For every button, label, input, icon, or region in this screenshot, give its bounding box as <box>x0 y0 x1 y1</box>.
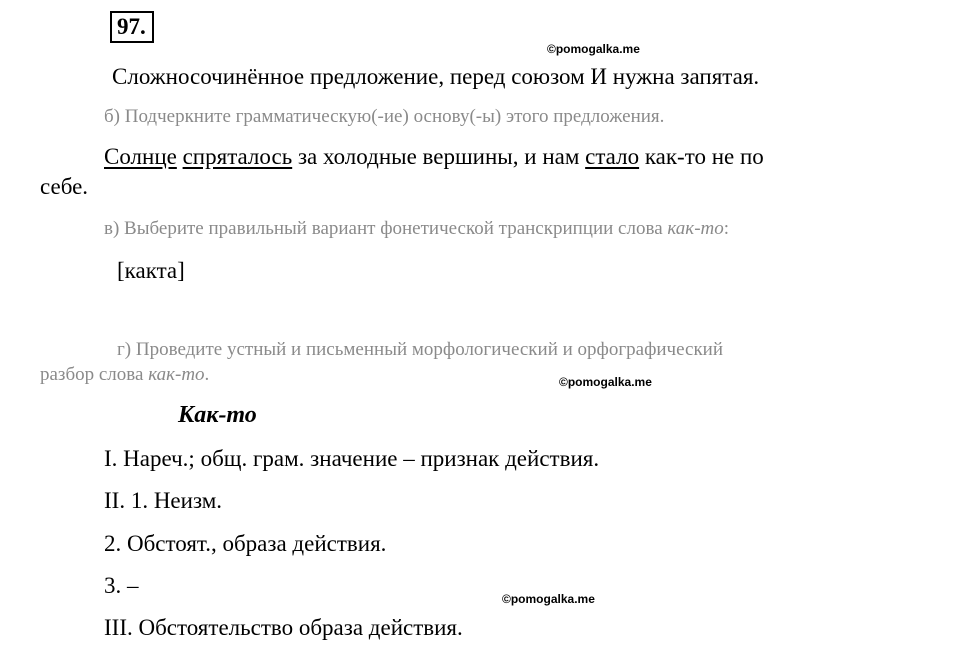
analysis-title: Как-то <box>178 402 257 428</box>
predicate-word-1: спряталось <box>182 144 293 169</box>
task-g-dot: . <box>204 364 210 385</box>
task-g-word: как-то <box>148 364 205 385</box>
sentence-line-2: себе. <box>40 174 89 199</box>
sentence-end: как-то не по <box>639 144 764 169</box>
task-g-text: разбор слова <box>40 364 149 385</box>
task-v-word: как-то <box>667 218 724 239</box>
analysis-item-3: 2. Обстоят., образа действия. <box>104 531 387 556</box>
analysis-item-1: I. Нареч.; общ. грам. значение – признак действия. <box>104 446 600 471</box>
exercise-number: 97. <box>110 11 154 43</box>
task-v-colon: : <box>723 218 730 239</box>
predicate-word-2: стало <box>585 144 640 169</box>
sentence-middle: за холодные вершины, и нам <box>292 144 586 169</box>
task-b: б) Подчеркните грамматическую(-ие) основу(-ы) этого предложения. <box>104 106 665 127</box>
subject-word: Солнце <box>104 144 177 169</box>
task-g-line-1: г) Проведите устный и письменный морфологический и орфографический <box>117 339 724 360</box>
transcription: [какта] <box>117 258 185 283</box>
task-v-text: в) Выберите правильный вариант фонетической транскрипции слова <box>104 218 668 239</box>
watermark: ©pomogalka.me <box>502 592 595 606</box>
watermark: ©pomogalka.me <box>559 375 652 389</box>
task-v <box>104 218 729 240</box>
sentence-line-1 <box>104 144 764 170</box>
analysis-item-5: III. Обстоятельство образа действия. <box>104 615 463 640</box>
watermark: ©pomogalka.me <box>547 42 640 56</box>
analysis-item-4: 3. – <box>104 573 139 598</box>
answer-a: Сложносочинённое предложение, перед союзом И нужна запятая. <box>112 64 760 89</box>
analysis-item-2: II. 1. Неизм. <box>104 488 223 513</box>
task-g-line-2 <box>40 364 209 386</box>
